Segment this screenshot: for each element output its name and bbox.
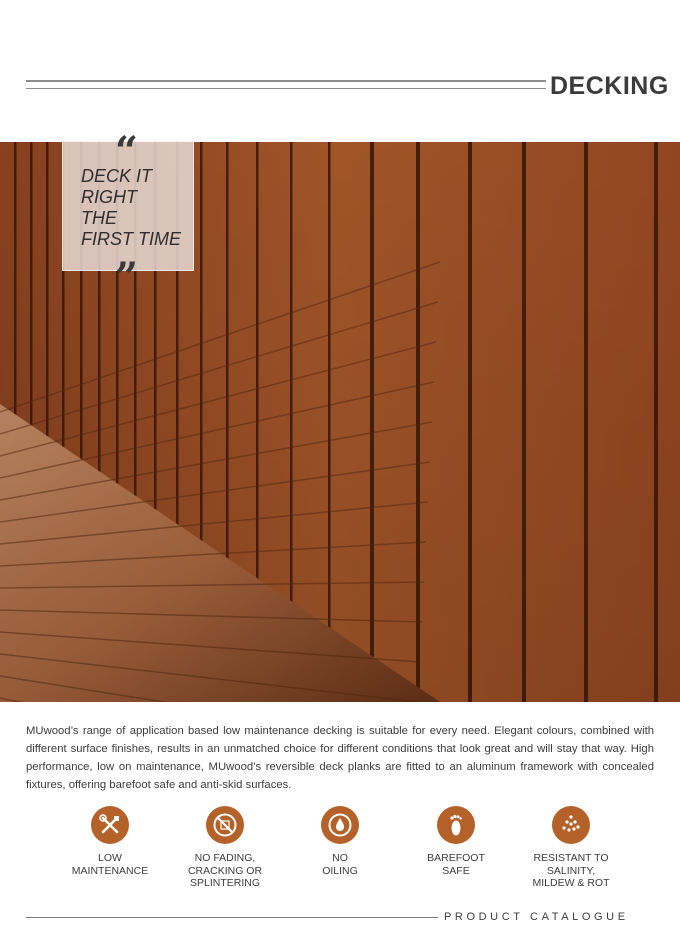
footprint-icon bbox=[437, 806, 475, 844]
feature-no-fading bbox=[167, 806, 283, 890]
quote-card bbox=[62, 128, 194, 301]
feature-resistant bbox=[513, 806, 629, 890]
quote-line: FIRST TIME bbox=[81, 229, 181, 249]
quote-line: RIGHT bbox=[81, 187, 137, 207]
feature-list bbox=[52, 806, 628, 896]
no-fading-icon bbox=[206, 806, 244, 844]
footer-rule bbox=[26, 917, 438, 918]
feature-label: NO FADING, bbox=[194, 852, 256, 864]
feature-label: NO bbox=[332, 852, 348, 864]
header-rule bbox=[26, 80, 546, 92]
close-quote-icon: ” bbox=[115, 254, 139, 301]
feature-label: SPLINTERING bbox=[189, 877, 260, 889]
tools-icon bbox=[91, 806, 129, 844]
feature-label: MILDEW & ROT bbox=[532, 877, 610, 889]
feature-label: SALINITY, bbox=[546, 864, 596, 877]
page-title: DECKING bbox=[550, 72, 669, 100]
feature-label: RESISTANT TO bbox=[533, 852, 609, 864]
feature-no-oiling bbox=[282, 806, 398, 877]
feature-label: LOW bbox=[98, 852, 122, 864]
feature-barefoot-safe bbox=[398, 806, 514, 877]
feature-low-maintenance bbox=[52, 806, 168, 877]
quote-line: DECK IT bbox=[81, 166, 153, 186]
description-paragraph: MUwood’s range of application based low maintenance decking is suitable for every need. Elegant colours, combined with different surface finishes, results in an unmatched choice for different conditions that look great and will stay that way. High performance, low on maintenance, MUwood’s reversible deck planks are fitted to an aluminum framework with concealed fixtures, offering barefoot safe and anti-skid surfaces. bbox=[26, 725, 654, 791]
feature-label: MAINTENANCE bbox=[71, 864, 149, 877]
feature-label: SAFE bbox=[442, 864, 470, 877]
open-quote-icon: “ bbox=[115, 128, 139, 175]
quote-text bbox=[81, 166, 191, 250]
oil-drop-icon bbox=[321, 806, 359, 844]
feature-label: OILING bbox=[322, 864, 358, 877]
footer-label: PRODUCT CATALOGUE bbox=[444, 911, 629, 923]
feature-label: BAREFOOT bbox=[427, 852, 485, 864]
feature-label: CRACKING OR bbox=[187, 864, 263, 877]
quote-line: THE bbox=[81, 208, 117, 228]
droplets-icon bbox=[552, 806, 590, 844]
